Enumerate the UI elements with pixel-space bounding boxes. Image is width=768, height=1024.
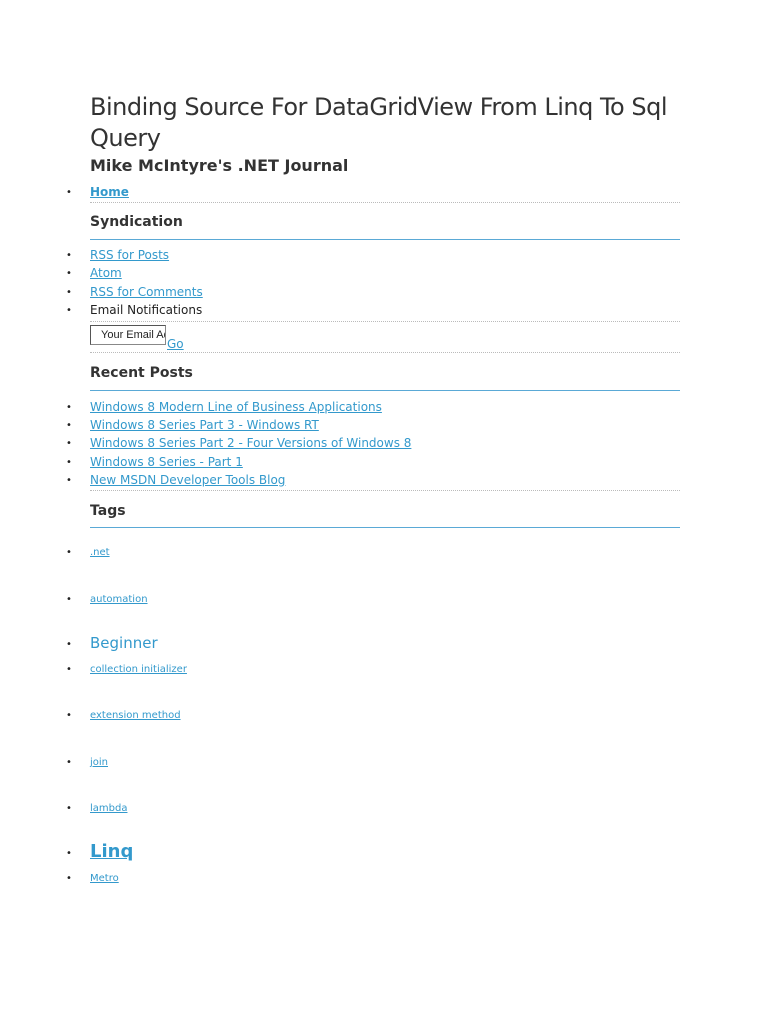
tag-link[interactable]: lambda xyxy=(90,803,128,814)
bullet: • xyxy=(66,848,72,859)
rss-posts-link[interactable]: RSS for Posts xyxy=(90,248,170,262)
divider xyxy=(90,390,680,391)
tag-link[interactable]: Beginner xyxy=(90,634,158,652)
tag-link[interactable]: Linq xyxy=(90,841,134,862)
email-notifications-label: Email Notifications xyxy=(90,303,203,317)
blog-name: Mike McIntyre's .NET Journal xyxy=(90,156,349,175)
page-title: Binding Source For DataGridView From Linq To Sql Query xyxy=(90,93,667,152)
bullet: • xyxy=(66,710,72,721)
bullet: • xyxy=(66,187,72,198)
tag-link[interactable]: .net xyxy=(90,547,110,558)
bullet: • xyxy=(66,594,72,605)
syndication-heading: Syndication xyxy=(90,214,183,230)
rss-comments-link[interactable]: RSS for Comments xyxy=(90,285,203,299)
tags-heading: Tags xyxy=(90,503,126,519)
tag-link[interactable]: collection initializer xyxy=(90,664,187,675)
recent-post-link[interactable]: Windows 8 Modern Line of Business Applications xyxy=(90,400,382,414)
tag-link[interactable]: extension method xyxy=(90,710,181,721)
bullet: • xyxy=(66,420,72,431)
divider xyxy=(90,239,680,240)
bullet: • xyxy=(66,639,72,650)
divider xyxy=(90,527,680,528)
tag-link[interactable]: Metro xyxy=(90,873,119,884)
bullet: • xyxy=(66,475,72,486)
bullet: • xyxy=(66,757,72,768)
bullet: • xyxy=(66,547,72,558)
go-button[interactable]: Go xyxy=(167,337,184,351)
recent-posts-heading: Recent Posts xyxy=(90,365,193,381)
bullet: • xyxy=(66,287,72,298)
bullet: • xyxy=(66,305,72,316)
email-input[interactable] xyxy=(90,325,166,345)
recent-post-link[interactable]: Windows 8 Series - Part 1 xyxy=(90,455,243,469)
atom-link[interactable]: Atom xyxy=(90,266,122,280)
divider xyxy=(90,490,680,491)
bullet: • xyxy=(66,402,72,413)
bullet: • xyxy=(66,250,72,261)
nav-home-link[interactable]: Home xyxy=(90,185,129,199)
divider xyxy=(90,352,680,353)
bullet: • xyxy=(66,873,72,884)
bullet: • xyxy=(66,438,72,449)
divider xyxy=(90,202,680,203)
bullet: • xyxy=(66,803,72,814)
recent-post-link[interactable]: Windows 8 Series Part 2 - Four Versions of Windows 8 xyxy=(90,436,412,450)
tag-link[interactable]: join xyxy=(90,757,109,768)
bullet: • xyxy=(66,664,72,675)
bullet: • xyxy=(66,457,72,468)
divider xyxy=(90,321,680,322)
tag-link[interactable]: automation xyxy=(90,594,148,605)
bullet: • xyxy=(66,268,72,279)
recent-post-link[interactable]: New MSDN Developer Tools Blog xyxy=(90,473,286,487)
recent-post-link[interactable]: Windows 8 Series Part 3 - Windows RT xyxy=(90,418,319,432)
